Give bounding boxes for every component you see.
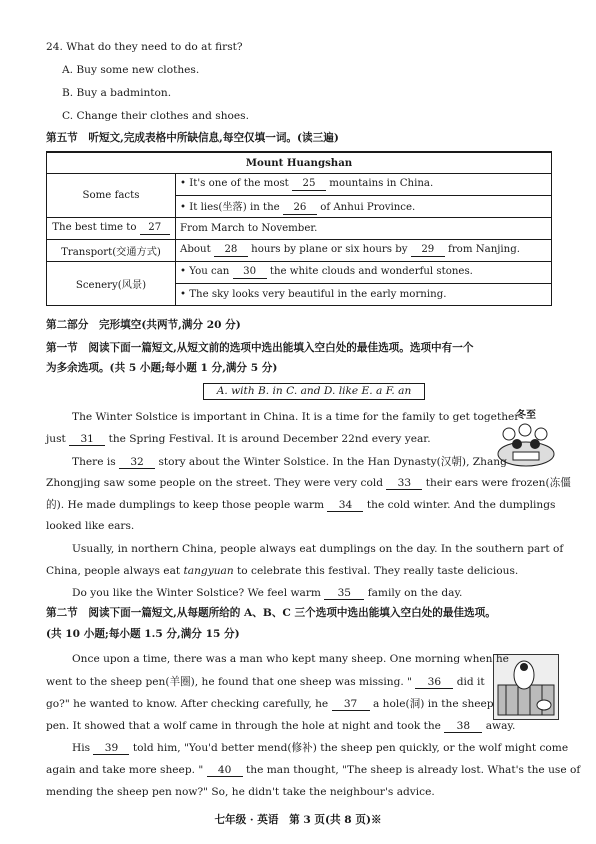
section5-title: 第五节 听短文,完成表格中所缺信息,每空仅填一词。(读三遍)	[46, 132, 339, 144]
blank-27[interactable]: 27	[140, 222, 170, 235]
blank-40[interactable]: 40	[207, 764, 243, 777]
passage2-line6: again and take more sheep. " 40 the man thought, "The sheep is already lost. What's the use of	[46, 764, 581, 776]
blank-35[interactable]: 35	[324, 587, 364, 600]
blank-32[interactable]: 32	[119, 456, 155, 469]
sec1-instructions-1: 第一节 阅读下面一篇短文,从短文前的选项中选出能填入空白处的最佳选项。选项中有一个	[46, 342, 474, 354]
row-label-best-time: The best time to 27	[47, 218, 176, 240]
blank-38[interactable]: 38	[444, 720, 482, 733]
passage1-line4: Zhongjing saw some people on the street. They were very cold 33 their ears were frozen(冻僵	[46, 477, 571, 489]
passage2-line2: went to the sheep pen(羊圈), he found that one sheep was missing. " 36 did it	[46, 676, 485, 688]
row-label-transport: Transport(交通方式)	[47, 240, 176, 262]
passage1-line8: China, people always eat tangyuan to celebrate this festival. They really taste delicious.	[46, 565, 519, 577]
blank-30[interactable]: 30	[233, 266, 267, 279]
blank-29[interactable]: 29	[411, 244, 445, 257]
passage1-line5: 的). He made dumplings to keep those people warm 34 the cold winter. And the dumplings	[46, 499, 556, 511]
passage2-line3: go?" he wanted to know. After checking carefully, he 37 a hole(洞) in the sheep	[46, 698, 494, 710]
option-24a: A. Buy some new clothes.	[62, 64, 200, 76]
row-label-facts: Some facts	[47, 174, 176, 218]
scenery-2: • The sky looks very beautiful in the early morning.	[176, 284, 552, 306]
best-time-value: From March to November.	[176, 218, 552, 240]
part2-title: 第二部分 完形填空(共两节,满分 20 分)	[46, 319, 241, 331]
row-label-scenery: Scenery(风景)	[47, 262, 176, 306]
blank-36[interactable]: 36	[415, 676, 453, 689]
sec2-instructions-1: 第二节 阅读下面一篇短文,从每题所给的 A、B、C 三个选项中选出能填入空白处的最佳选项。	[46, 607, 496, 619]
sec2-instructions-2: (共 10 小题;每小题 1.5 分,满分 15 分)	[46, 628, 240, 640]
picture-caption: 冬至	[516, 410, 536, 421]
fact-2: • It lies(坐落) in the 26 of Anhui Province.	[176, 196, 552, 218]
passage2-line4: pen. It showed that a wolf came in through the hole at night and took the 38 away.	[46, 720, 516, 732]
blank-37[interactable]: 37	[332, 698, 370, 711]
fact-1: • It's one of the most 25 mountains in China.	[176, 174, 552, 196]
scenery-1: • You can 30 the white clouds and wonderful stones.	[176, 262, 552, 284]
blank-33[interactable]: 33	[386, 477, 422, 490]
option-box: A. with B. in C. and D. like E. a F. an	[203, 383, 425, 400]
passage1-line1: The Winter Solstice is important in China. It is a time for the family to get together	[72, 411, 520, 423]
question-24: 24. What do they need to do at first?	[46, 41, 243, 53]
passage1-line6: looked like ears.	[46, 520, 135, 532]
page-footer: 七年级 · 英语 第 3 页(共 8 页)※	[214, 814, 382, 826]
passage1-line7: Usually, in northern China, people always eat dumplings on the day. In the southern part of	[72, 543, 564, 555]
blank-34[interactable]: 34	[327, 499, 363, 512]
info-table	[46, 151, 552, 306]
sec1-instructions-2: 为多余选项。(共 5 小题;每小题 1 分,满分 5 分)	[46, 362, 278, 374]
option-24b: B. Buy a badminton.	[62, 87, 172, 99]
transport-value: About 28 hours by plane or six hours by 29 from Nanjing.	[176, 240, 552, 262]
passage2-line7: mending the sheep pen now?" So, he didn't take the neighbour's advice.	[46, 786, 435, 798]
passage1-line3: There is 32 story about the Winter Solstice. In the Han Dynasty(汉朝), Zhang	[72, 456, 507, 468]
passage2-line5: His 39 told him, "You'd better mend(修补) the sheep pen quickly, or the wolf might come	[72, 742, 569, 754]
blank-39[interactable]: 39	[93, 742, 129, 755]
blank-26[interactable]: 26	[283, 202, 317, 215]
passage2-line1: Once upon a time, there was a man who kept many sheep. One morning when he	[72, 653, 509, 665]
option-24c: C. Change their clothes and shoes.	[62, 110, 249, 122]
blank-25[interactable]: 25	[292, 178, 326, 191]
table-title: Mount Huangshan	[47, 152, 552, 174]
blank-31[interactable]: 31	[69, 433, 105, 446]
blank-28[interactable]: 28	[214, 244, 248, 257]
passage1-line2: just 31 the Spring Festival. It is around December 22nd every year.	[46, 433, 431, 445]
passage1-line9: Do you like the Winter Solstice? We feel warm 35 family on the day.	[72, 587, 463, 599]
